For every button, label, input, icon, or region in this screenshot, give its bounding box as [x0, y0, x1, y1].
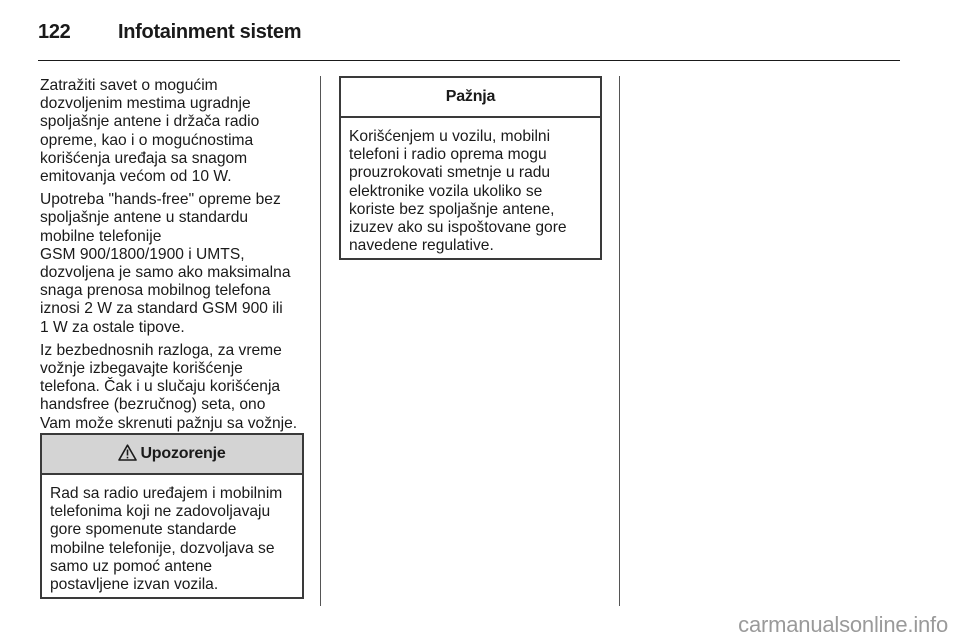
text-line: dozvoljena je samo ako maksimalna [40, 264, 291, 282]
page-title: Infotainment sistem [118, 21, 302, 43]
text-line: telefona. Čak i u slučaju korišćenja [40, 378, 281, 396]
text-line: spoljašnje antene u standardu [40, 209, 249, 227]
text-line: iznosi 2 W za standard GSM 900 ili [40, 300, 283, 318]
text-line: telefoni i radio oprema mogu [349, 146, 547, 164]
text-line: korišćenja uređaja sa snagom [40, 149, 248, 167]
text-line: prouzrokovati smetnje u radu [349, 164, 551, 182]
text-line: vožnje izbegavajte korišćenje [40, 360, 243, 378]
caution-box [339, 76, 602, 260]
text-line: spoljašnje antene i držača radio [40, 113, 260, 131]
text-line: Korišćenjem u vozilu, mobilni [349, 128, 551, 145]
paragraph-antenna-advice [40, 77, 308, 186]
warning-box-title: Upozorenje [140, 445, 226, 462]
text-line: postavljene izvan vozila. [50, 576, 219, 594]
text-line: elektronike vozila ukoliko se [349, 182, 543, 200]
text-line: mobilne telefonije [40, 227, 162, 245]
paragraph-hands-free [40, 191, 308, 337]
text-line: 1 W za ostale tipove. [40, 318, 185, 336]
text-line: samo uz pomoć antene [50, 557, 213, 575]
text-line: Iz bezbednosnih razloga, za vreme [40, 341, 282, 359]
text-line: dozvoljenim mestima ugradnje [40, 95, 251, 113]
warning-triangle-icon [118, 438, 137, 476]
warning-box [40, 433, 304, 599]
text-line: snaga prenosa mobilnog telefona [40, 282, 271, 300]
column-divider-right [619, 76, 620, 606]
caution-box-title: Pažnja [445, 88, 496, 105]
paragraph-safety [40, 342, 308, 433]
text-line: Zatražiti savet o mogućim [40, 77, 218, 94]
caution-box-header [341, 78, 600, 118]
text-line: gore spomenute standarde [50, 521, 237, 539]
text-line: emitovanja većom od 10 W. [40, 168, 232, 186]
page-header [38, 18, 900, 50]
text-line: Vam može skrenuti pažnju sa vožnje. [40, 414, 298, 432]
header-rule [38, 60, 900, 61]
text-line: GSM 900/1800/1900 i UMTS, [40, 245, 245, 263]
column-divider-left [320, 76, 321, 606]
text-line: izuzev ako su ispoštovane gore [349, 219, 567, 237]
caution-box-body [341, 118, 600, 255]
body-text-column [40, 77, 308, 438]
warning-box-body [42, 475, 302, 594]
text-line: mobilne telefonije, dozvoljava se [50, 539, 275, 557]
page-number: 122 [38, 21, 71, 43]
text-line: koriste bez spoljašnje antene, [349, 200, 555, 218]
text-line: navedene regulative. [349, 237, 494, 255]
watermark: carmanualsonline.info [738, 612, 948, 637]
text-line: handsfree (bezručnog) seta, ono [40, 396, 266, 414]
text-line: Upotreba "hands-free" opreme bez [40, 191, 281, 209]
text-line: opreme, kao i o mogućnostima [40, 131, 254, 149]
text-line: telefonima koji ne zadovoljavaju [50, 503, 271, 521]
warning-box-header [42, 435, 302, 475]
text-line: Rad sa radio uređajem i mobilnim [50, 485, 283, 502]
